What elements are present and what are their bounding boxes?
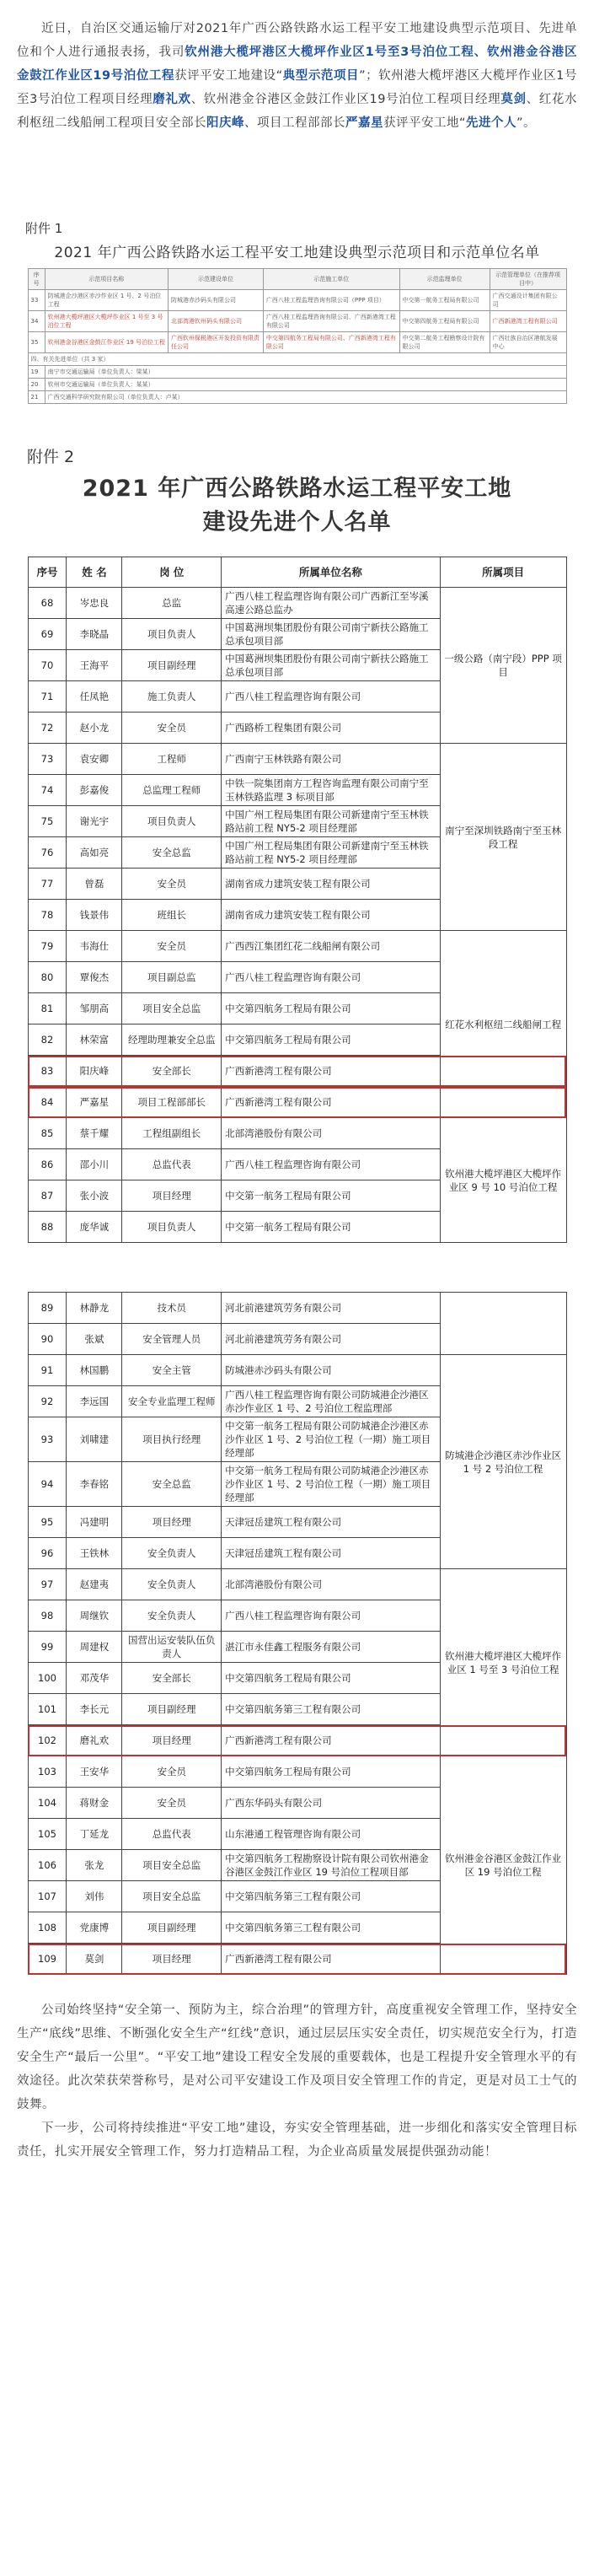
table-row <box>28 311 566 332</box>
table-header-row <box>28 557 566 588</box>
person-name: 阳庆峰 <box>67 1056 122 1087</box>
unit-name: 广西八桂工程监理咨询有限公司广西新江至岑溪高速公路总监办 <box>222 588 441 619</box>
unit-name: 中国广州工程局集团有限公司新建南宁至玉林铁路站前工程 NY5-2 项目经理部 <box>222 837 441 869</box>
unit-name: 中交第一航务工程局有限公司防城港企沙港区赤沙作业区 1 号、2 号泊位工程（一期）施工项目经理部 <box>222 1462 441 1507</box>
position: 项目安全总监 <box>122 1881 222 1912</box>
person-name: 磨礼欢 <box>67 1725 122 1756</box>
row-number: 87 <box>28 1180 67 1212</box>
person-name: 莫剑 <box>67 1944 122 1975</box>
table-header-cell: 序号 <box>28 269 45 290</box>
unit-name: 中交第四航务工程局有限公司 <box>222 993 441 1024</box>
row-number: 88 <box>28 1212 67 1243</box>
row-number: 104 <box>28 1788 67 1819</box>
position: 安全专业监理工程师 <box>122 1386 222 1417</box>
unit-name: 河北前港建筑劳务有限公司 <box>222 1324 441 1355</box>
position: 安全部长 <box>122 1056 222 1087</box>
unit-name: 湛江市永佳鑫工程服务有限公司 <box>222 1632 441 1663</box>
unit-name: 中国葛洲坝集团股份有限公司南宁新扶公路施工总承包项目部 <box>222 619 441 650</box>
person-name: 覃俊杰 <box>67 962 122 993</box>
position: 项目工程部部长 <box>122 1087 222 1118</box>
person-name: 王海平 <box>67 650 122 681</box>
unit-name: 中交第四航务工程局有限公司 <box>222 1663 441 1694</box>
position: 安全员 <box>122 1788 222 1819</box>
table-cell: 35 <box>28 332 45 353</box>
position: 项目副经理 <box>122 1694 222 1725</box>
position: 总监理工程师 <box>122 775 222 806</box>
table-row <box>28 1293 566 1324</box>
project-name: 一级公路（南宁段）PPP 项目 <box>440 588 566 744</box>
unit-name: 天津冠岳建筑工程有限公司 <box>222 1507 441 1538</box>
person-name: 张小波 <box>67 1180 122 1212</box>
project-name: 钦州港大榄坪港区大榄坪作业区 1 号至 3 号泊位工程 <box>440 1569 566 1756</box>
table-row <box>28 1118 566 1149</box>
person-name: 赵建夷 <box>67 1569 122 1600</box>
person-name: 王铁林 <box>67 1538 122 1569</box>
row-number: 76 <box>28 837 67 869</box>
table-row <box>28 379 566 391</box>
person-name: 严嘉星 <box>67 1087 122 1118</box>
person-name: 林国鹏 <box>67 1355 122 1386</box>
closing-paragraph-2: 下一步，公司将持续推进“平安工地”建设，夯实安全管理基础，进一步细化和落实安全管理目标责任，扎实开展安全管理工作，努力打造精品工程，为企业高质量发展提供强劲动能！ <box>17 2122 577 2159</box>
person-name: 林静龙 <box>67 1293 122 1324</box>
position: 工程师 <box>122 744 222 775</box>
attachment-1-title: 2021 年广西公路铁路水运工程平安工地建设典型示范项目和示范单位名单 <box>54 245 540 261</box>
person-name: 邹朋高 <box>67 993 122 1024</box>
row-number: 98 <box>28 1600 67 1632</box>
person-name: 赵小龙 <box>67 713 122 744</box>
person-name: 任凤艳 <box>67 681 122 713</box>
row-number: 77 <box>28 869 67 900</box>
table-cell: 中交第一航务工程局有限公司 <box>399 290 490 311</box>
person-name: 王安华 <box>67 1756 122 1788</box>
position: 项目经理 <box>122 1725 222 1756</box>
person-name: 袁安卿 <box>67 744 122 775</box>
row-number: 84 <box>28 1087 67 1118</box>
row-number: 83 <box>28 1056 67 1087</box>
table-header-cell: 示范建设单位 <box>169 269 264 290</box>
table-row <box>28 290 566 311</box>
position: 项目负责人 <box>122 619 222 650</box>
unit-name: 中交第一航务工程局有限公司 <box>222 1180 441 1212</box>
position: 经理助理兼安全总监 <box>122 1024 222 1056</box>
table-row <box>28 1756 566 1788</box>
row-number: 79 <box>28 931 67 962</box>
unit-name: 湖南省成力建筑安装工程有限公司 <box>222 900 441 931</box>
table-section-row <box>28 353 566 366</box>
table-cell: 中交第四航务工程局有限公司 <box>399 311 490 332</box>
row-number: 97 <box>28 1569 67 1600</box>
row-number: 75 <box>28 806 67 837</box>
table-cell: 34 <box>28 311 45 332</box>
unit-name: 中交第四航务第三工程有限公司 <box>222 1694 441 1725</box>
table-cell: 广西钦州保税港区开发投资有限责任公司 <box>169 332 264 353</box>
unit-name: 北部湾港股份有限公司 <box>222 1118 441 1149</box>
unit-name: 广西新港湾工程有限公司 <box>222 1056 441 1087</box>
row-number: 78 <box>28 900 67 931</box>
unit-name: 中交第四航务第三工程有限公司 <box>222 1881 441 1912</box>
attachment-2-table-part-2 <box>28 1292 567 1975</box>
position: 项目副经理 <box>122 1912 222 1944</box>
unit-name: 河北前港建筑劳务有限公司 <box>222 1293 441 1324</box>
person-name: 刘伟 <box>67 1881 122 1912</box>
person-name: 林荣富 <box>67 1024 122 1056</box>
table-header-cell: 所属项目 <box>440 557 566 588</box>
row-number: 72 <box>28 713 67 744</box>
unit-name: 中交第四航务工程勘察设计院有限公司钦州港金谷港区金鼓江作业区 19 号泊位工程项目部 <box>222 1850 441 1881</box>
table-cell: 中交第四航务工程局有限公司、广西新港湾工程有限公司 <box>263 332 399 353</box>
unit-name: 中交第四航务工程局有限公司 <box>222 1756 441 1788</box>
project-name: 南宁至深圳铁路南宁至玉林段工程 <box>440 744 566 931</box>
person-name: 丁延龙 <box>67 1819 122 1850</box>
person-name: 谢光宇 <box>67 806 122 837</box>
row-number: 93 <box>28 1417 67 1462</box>
person-name: 曾磊 <box>67 869 122 900</box>
row-number: 96 <box>28 1538 67 1569</box>
table-cell: 广西八桂工程监理咨询有限公司（PPP 项目） <box>263 290 399 311</box>
project-name: 钦州港金谷港区金鼓江作业区 19 号泊位工程 <box>440 1756 566 1975</box>
unit-name: 广西路桥工程集团有限公司 <box>222 713 441 744</box>
table-cell: 南宁市交通运输局（单位负责人：梁某） <box>45 366 566 379</box>
position: 项目副经理 <box>122 650 222 681</box>
row-number: 86 <box>28 1149 67 1180</box>
table-header-cell: 示范项目名称 <box>45 269 168 290</box>
row-number: 71 <box>28 681 67 713</box>
row-number: 105 <box>28 1819 67 1850</box>
person-name: 张斌 <box>67 1324 122 1355</box>
position: 总监代表 <box>122 1819 222 1850</box>
table-cell: 广西交通科学研究院有限公司（单位负责人：卢某） <box>45 391 566 404</box>
unit-name: 广西新港湾工程有限公司 <box>222 1087 441 1118</box>
unit-name: 中铁一院集团南方工程咨询监理有限公司南宁至玉林铁路监理 3 标项目部 <box>222 775 441 806</box>
table-cell: 21 <box>28 391 45 404</box>
unit-name: 中国葛洲坝集团股份有限公司南宁新扶公路施工总承包项目部 <box>222 650 441 681</box>
row-number: 68 <box>28 588 67 619</box>
table-cell: 广西壮族自治区港航发展中心 <box>490 332 566 353</box>
project-name <box>440 1293 566 1355</box>
closing-paragraph-1: 公司始终坚持“安全第一、预防为主，综合治理”的管理方针，高度重视安全管理工作，坚持安全生产“底线”思维、不断强化安全生产“红线”意识，通过层层压实安全责任，切实规范安全行为，打造安全生产“最后一公里”。“平安工地”建设工程安全发展的重要载体，也是工程提升安全管理水平的有效途径。此次荣获荣誉称号，是对公司平安建设工作及项目安全管理工作的肯定，更是对员工士气的鼓舞。 <box>17 2003 577 2111</box>
table-row <box>28 588 566 619</box>
row-number: 107 <box>28 1881 67 1912</box>
table-row <box>28 332 566 353</box>
person-name: 李长元 <box>67 1694 122 1725</box>
attachment-2-title: 2021 年广西公路铁路水运工程平安工地 建设先进个人名单 <box>82 476 512 535</box>
unit-name: 广西八桂工程监理咨询有限公司 <box>222 962 441 993</box>
person-name: 岑忠良 <box>67 588 122 619</box>
position: 安全员 <box>122 931 222 962</box>
row-number: 91 <box>28 1355 67 1386</box>
position: 安全部长 <box>122 1663 222 1694</box>
table-cell: 钦州市交通运输局（单位负责人：某某） <box>45 379 566 391</box>
table-cell: 广西交通设计集团有限公司 <box>490 290 566 311</box>
attachment-2-label: 附件 2 <box>27 448 75 466</box>
row-number: 80 <box>28 962 67 993</box>
person-name: 钱景伟 <box>67 900 122 931</box>
unit-name: 广西西江集团红花二线船闸有限公司 <box>222 931 441 962</box>
position: 技术员 <box>122 1293 222 1324</box>
unit-name: 中交第四航务第三工程有限公司 <box>222 1912 441 1944</box>
position: 项目负责人 <box>122 1212 222 1243</box>
project-name: 红花水利枢纽二线船闸工程 <box>440 931 566 1118</box>
table-header-row <box>28 269 566 290</box>
row-number: 94 <box>28 1462 67 1507</box>
position: 项目安全总监 <box>122 1850 222 1881</box>
unit-name: 广西八桂工程监理咨询有限公司 <box>222 1600 441 1632</box>
row-number: 103 <box>28 1756 67 1788</box>
person-name: 蒋财金 <box>67 1788 122 1819</box>
unit-name: 防城港赤沙码头有限公司 <box>222 1355 441 1386</box>
row-number: 108 <box>28 1912 67 1944</box>
table-row <box>28 1355 566 1386</box>
unit-name: 天津冠岳建筑工程有限公司 <box>222 1538 441 1569</box>
table-cell: 20 <box>28 379 45 391</box>
attachment-2-table-part-1 <box>28 557 567 1243</box>
row-number: 109 <box>28 1944 67 1975</box>
unit-name: 中交第一航务工程局有限公司 <box>222 1212 441 1243</box>
intro-paragraph: 近日，自治区交通运输厅对2021年广西公路铁路水运工程平安工地建设典型示范项目、先进单位和个人进行通报表扬，我司钦州港大榄坪港区大榄坪作业区1号至3号泊位工程、钦州港金谷港区金鼓江作业区19号泊位工程获评平安工地建设“典型示范项目”；钦州港大榄坪港区大榄坪作业区1号至3号泊位工程项目经理磨礼欢、钦州港金谷港区金鼓江作业区19号泊位工程项目经理莫剑、红花水利枢纽二线船闸工程项目安全部长阳庆峰、项目工程部部长严嘉星获评平安工地“先进个人”。 <box>17 22 578 130</box>
position: 安全管理人员 <box>122 1324 222 1355</box>
position: 项目安全总监 <box>122 993 222 1024</box>
row-number: 95 <box>28 1507 67 1538</box>
unit-name: 中交第四航务工程局有限公司 <box>222 1024 441 1056</box>
position: 国营出运安装队伍负责人 <box>122 1632 222 1663</box>
row-number: 74 <box>28 775 67 806</box>
person-name: 彭嘉俊 <box>67 775 122 806</box>
person-name: 邵小川 <box>67 1149 122 1180</box>
table-header-cell: 序号 <box>28 557 67 588</box>
person-name: 刘啸建 <box>67 1417 122 1462</box>
unit-name: 中交第一航务工程局有限公司防城港企沙港区赤沙作业区 1 号、2 号泊位工程（一期）施工项目经理部 <box>222 1417 441 1462</box>
position: 安全员 <box>122 869 222 900</box>
table-cell: 广西新港湾工程有限公司 <box>490 311 566 332</box>
table-header-cell: 岗 位 <box>122 557 222 588</box>
position: 安全员 <box>122 713 222 744</box>
table-row <box>28 931 566 962</box>
row-number: 92 <box>28 1386 67 1417</box>
row-number: 70 <box>28 650 67 681</box>
row-number: 81 <box>28 993 67 1024</box>
table-row <box>28 366 566 379</box>
row-number: 82 <box>28 1024 67 1056</box>
table-header-cell: 姓 名 <box>67 557 122 588</box>
unit-name: 广西东华码头有限公司 <box>222 1788 441 1819</box>
position: 项目副总监 <box>122 962 222 993</box>
row-number: 90 <box>28 1324 67 1355</box>
row-number: 106 <box>28 1850 67 1881</box>
row-number: 89 <box>28 1293 67 1324</box>
table-cell: 19 <box>28 366 45 379</box>
table-cell: 钦州港金谷港区金鼓江作业区 19 号泊位工程 <box>45 332 168 353</box>
position: 工程组副组长 <box>122 1118 222 1149</box>
position: 总监代表 <box>122 1149 222 1180</box>
person-name: 冯建明 <box>67 1507 122 1538</box>
table-cell: 北部湾港钦州码头有限公司 <box>169 311 264 332</box>
person-name: 韦海仕 <box>67 931 122 962</box>
person-name: 张龙 <box>67 1850 122 1881</box>
table-header-cell: 示范监理单位 <box>399 269 490 290</box>
unit-name: 北部湾港股份有限公司 <box>222 1569 441 1600</box>
attachment-1-table <box>28 268 567 404</box>
row-number: 100 <box>28 1663 67 1694</box>
unit-name: 中国广州工程局集团有限公司新建南宁至玉林铁路站前工程 NY5-2 项目经理部 <box>222 806 441 837</box>
position: 班组长 <box>122 900 222 931</box>
unit-name: 湖南省成力建筑安装工程有限公司 <box>222 869 441 900</box>
unit-name: 广西八桂工程监理咨询有限公司防城港企沙港区赤沙作业区 1 号、2 号泊位工程监理部 <box>222 1386 441 1417</box>
table-cell: 防城港企沙港区赤沙作业区 1 号、2 号泊位工程 <box>45 290 168 311</box>
position: 安全负责人 <box>122 1569 222 1600</box>
row-number: 69 <box>28 619 67 650</box>
table-cell: 33 <box>28 290 45 311</box>
person-name: 邓茂华 <box>67 1663 122 1694</box>
position: 安全主管 <box>122 1355 222 1386</box>
position: 安全负责人 <box>122 1538 222 1569</box>
table-header-cell: 示范施工单位 <box>263 269 399 290</box>
table-row <box>28 744 566 775</box>
project-name: 防城港企沙港区赤沙作业区 1 号 2 号泊位工程 <box>440 1355 566 1569</box>
person-name: 周建权 <box>67 1632 122 1663</box>
table-row <box>28 391 566 404</box>
table-header-cell: 所属单位名称 <box>222 557 441 588</box>
person-name: 蔡千耀 <box>67 1118 122 1149</box>
table-header-cell: 示范管理单位（在推荐项目中） <box>490 269 566 290</box>
table-cell: 广西八桂工程监理咨询有限公司、广西新港湾工程有限公司 <box>263 311 399 332</box>
row-number: 102 <box>28 1725 67 1756</box>
person-name: 庞华诚 <box>67 1212 122 1243</box>
position: 项目经理 <box>122 1180 222 1212</box>
attachment-1-label: 附件 1 <box>25 221 63 236</box>
position: 安全员 <box>122 1756 222 1788</box>
position: 安全总监 <box>122 1462 222 1507</box>
position: 项目经理 <box>122 1944 222 1975</box>
person-name: 李晓晶 <box>67 619 122 650</box>
unit-name: 广西新港湾工程有限公司 <box>222 1944 441 1975</box>
person-name: 李远国 <box>67 1386 122 1417</box>
row-number: 99 <box>28 1632 67 1663</box>
unit-name: 广西八桂工程监理咨询有限公司 <box>222 681 441 713</box>
row-number: 101 <box>28 1694 67 1725</box>
unit-name: 山东港通工程管理咨询有限公司 <box>222 1819 441 1850</box>
person-name: 党康博 <box>67 1912 122 1944</box>
position: 总监 <box>122 588 222 619</box>
position: 项目经理 <box>122 1507 222 1538</box>
position: 项目负责人 <box>122 806 222 837</box>
row-number: 73 <box>28 744 67 775</box>
position: 安全负责人 <box>122 1600 222 1632</box>
project-name: 钦州港大榄坪港区大榄坪作业区 9 号 10 号泊位工程 <box>440 1118 566 1243</box>
table-cell: 钦州港大榄坪港区大榄坪作业区 1 号至 3 号泊位工程 <box>45 311 168 332</box>
table-cell: 防城港赤沙码头有限公司 <box>169 290 264 311</box>
person-name: 周继钦 <box>67 1600 122 1632</box>
table-row <box>28 1569 566 1600</box>
position: 安全总监 <box>122 837 222 869</box>
position: 施工负责人 <box>122 681 222 713</box>
person-name: 高如亮 <box>67 837 122 869</box>
row-number: 85 <box>28 1118 67 1149</box>
unit-name: 广西南宁玉林铁路有限公司 <box>222 744 441 775</box>
unit-name: 广西八桂工程监理咨询有限公司 <box>222 1149 441 1180</box>
person-name: 李春铭 <box>67 1462 122 1507</box>
table-cell: 中交第二航务工程勘察设计院有限公司 <box>399 332 490 353</box>
table-section-cell: 四、有关先进单位（共 3 家） <box>28 353 566 366</box>
position: 项目执行经理 <box>122 1417 222 1462</box>
unit-name: 广西新港湾工程有限公司 <box>222 1725 441 1756</box>
